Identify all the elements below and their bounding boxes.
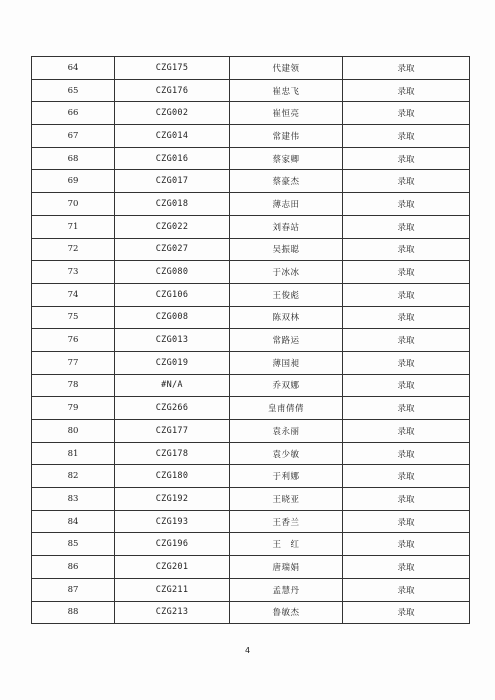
table-row — [32, 556, 470, 579]
number-cell: 72 — [32, 238, 115, 261]
result-cell: 录取 — [343, 170, 470, 193]
result-cell: 录取 — [343, 397, 470, 420]
table-row — [32, 147, 470, 170]
name-cell: 蔡豪杰 — [230, 170, 343, 193]
table-row — [32, 79, 470, 102]
name-cell: 袁少敏 — [230, 442, 343, 465]
table-row — [32, 465, 470, 488]
result-cell: 录取 — [343, 601, 470, 624]
name-cell: 崔恒亮 — [230, 102, 343, 125]
table-row — [32, 533, 470, 556]
result-cell: 录取 — [343, 193, 470, 216]
name-cell: 吴振聪 — [230, 238, 343, 261]
id-cell: CZG211 — [115, 578, 230, 601]
number-cell: 71 — [32, 215, 115, 238]
id-cell: CZG180 — [115, 465, 230, 488]
id-cell: CZG106 — [115, 283, 230, 306]
id-cell: CZG178 — [115, 442, 230, 465]
id-cell: CZG027 — [115, 238, 230, 261]
table-row — [32, 306, 470, 329]
table-row — [32, 57, 470, 80]
name-cell: 陈双林 — [230, 306, 343, 329]
number-cell: 85 — [32, 533, 115, 556]
id-cell: CZG018 — [115, 193, 230, 216]
id-cell: CZG008 — [115, 306, 230, 329]
number-cell: 88 — [32, 601, 115, 624]
name-cell: 孟慧丹 — [230, 578, 343, 601]
result-cell: 录取 — [343, 57, 470, 80]
id-cell: CZG196 — [115, 533, 230, 556]
name-cell: 于冰冰 — [230, 261, 343, 284]
result-cell: 录取 — [343, 442, 470, 465]
result-cell: 录取 — [343, 147, 470, 170]
number-cell: 75 — [32, 306, 115, 329]
id-cell: CZG014 — [115, 125, 230, 148]
number-cell: 77 — [32, 351, 115, 374]
id-cell: CZG175 — [115, 57, 230, 80]
number-cell: 73 — [32, 261, 115, 284]
table-row — [32, 442, 470, 465]
id-cell: CZG201 — [115, 556, 230, 579]
id-cell: #N/A — [115, 374, 230, 397]
name-cell: 王香兰 — [230, 510, 343, 533]
result-cell: 录取 — [343, 510, 470, 533]
result-cell: 录取 — [343, 465, 470, 488]
id-cell: CZG193 — [115, 510, 230, 533]
name-cell: 代建领 — [230, 57, 343, 80]
id-cell: CZG213 — [115, 601, 230, 624]
table-row — [32, 193, 470, 216]
result-cell: 录取 — [343, 351, 470, 374]
admission-table — [31, 56, 470, 624]
number-cell: 69 — [32, 170, 115, 193]
number-cell: 79 — [32, 397, 115, 420]
result-cell: 录取 — [343, 556, 470, 579]
result-cell: 录取 — [343, 238, 470, 261]
number-cell: 87 — [32, 578, 115, 601]
number-cell: 81 — [32, 442, 115, 465]
table-row — [32, 601, 470, 624]
result-cell: 录取 — [343, 578, 470, 601]
table-row — [32, 125, 470, 148]
result-cell: 录取 — [343, 102, 470, 125]
name-cell: 王 红 — [230, 533, 343, 556]
number-cell: 64 — [32, 57, 115, 80]
id-cell: CZG016 — [115, 147, 230, 170]
name-cell: 于利娜 — [230, 465, 343, 488]
number-cell: 67 — [32, 125, 115, 148]
id-cell: CZG192 — [115, 488, 230, 511]
name-cell: 薄志田 — [230, 193, 343, 216]
name-cell: 崔忠飞 — [230, 79, 343, 102]
table-row — [32, 329, 470, 352]
table-row — [32, 261, 470, 284]
table-row — [32, 102, 470, 125]
number-cell: 68 — [32, 147, 115, 170]
id-cell: CZG017 — [115, 170, 230, 193]
number-cell: 82 — [32, 465, 115, 488]
number-cell: 76 — [32, 329, 115, 352]
id-cell: CZG022 — [115, 215, 230, 238]
table-row — [32, 510, 470, 533]
name-cell: 刘春站 — [230, 215, 343, 238]
table-row — [32, 283, 470, 306]
name-cell: 常建伟 — [230, 125, 343, 148]
number-cell: 66 — [32, 102, 115, 125]
name-cell: 乔双娜 — [230, 374, 343, 397]
result-cell: 录取 — [343, 261, 470, 284]
table-row — [32, 578, 470, 601]
table-row — [32, 351, 470, 374]
name-cell: 袁永丽 — [230, 420, 343, 443]
table-row — [32, 397, 470, 420]
table-row — [32, 374, 470, 397]
result-cell: 录取 — [343, 329, 470, 352]
result-cell: 录取 — [343, 533, 470, 556]
result-cell: 录取 — [343, 125, 470, 148]
number-cell: 65 — [32, 79, 115, 102]
id-cell: CZG176 — [115, 79, 230, 102]
name-cell: 鲁敏杰 — [230, 601, 343, 624]
name-cell: 薄国昶 — [230, 351, 343, 374]
id-cell: CZG013 — [115, 329, 230, 352]
result-cell: 录取 — [343, 420, 470, 443]
page-number: 4 — [244, 646, 251, 655]
result-cell: 录取 — [343, 215, 470, 238]
id-cell: CZG177 — [115, 420, 230, 443]
number-cell: 84 — [32, 510, 115, 533]
name-cell: 王晓亚 — [230, 488, 343, 511]
id-cell: CZG080 — [115, 261, 230, 284]
id-cell: CZG002 — [115, 102, 230, 125]
number-cell: 74 — [32, 283, 115, 306]
result-cell: 录取 — [343, 79, 470, 102]
name-cell: 蔡家卿 — [230, 147, 343, 170]
number-cell: 86 — [32, 556, 115, 579]
table-row — [32, 215, 470, 238]
result-cell: 录取 — [343, 283, 470, 306]
result-cell: 录取 — [343, 374, 470, 397]
name-cell: 常路运 — [230, 329, 343, 352]
result-cell: 录取 — [343, 488, 470, 511]
table-row — [32, 170, 470, 193]
id-cell: CZG266 — [115, 397, 230, 420]
table-row — [32, 488, 470, 511]
number-cell: 78 — [32, 374, 115, 397]
number-cell: 70 — [32, 193, 115, 216]
name-cell: 王俊彪 — [230, 283, 343, 306]
table-row — [32, 420, 470, 443]
number-cell: 80 — [32, 420, 115, 443]
number-cell: 83 — [32, 488, 115, 511]
name-cell: 皇甫倩倩 — [230, 397, 343, 420]
table-body — [32, 57, 470, 624]
result-cell: 录取 — [343, 306, 470, 329]
name-cell: 唐瑞娟 — [230, 556, 343, 579]
id-cell: CZG019 — [115, 351, 230, 374]
table-row — [32, 238, 470, 261]
